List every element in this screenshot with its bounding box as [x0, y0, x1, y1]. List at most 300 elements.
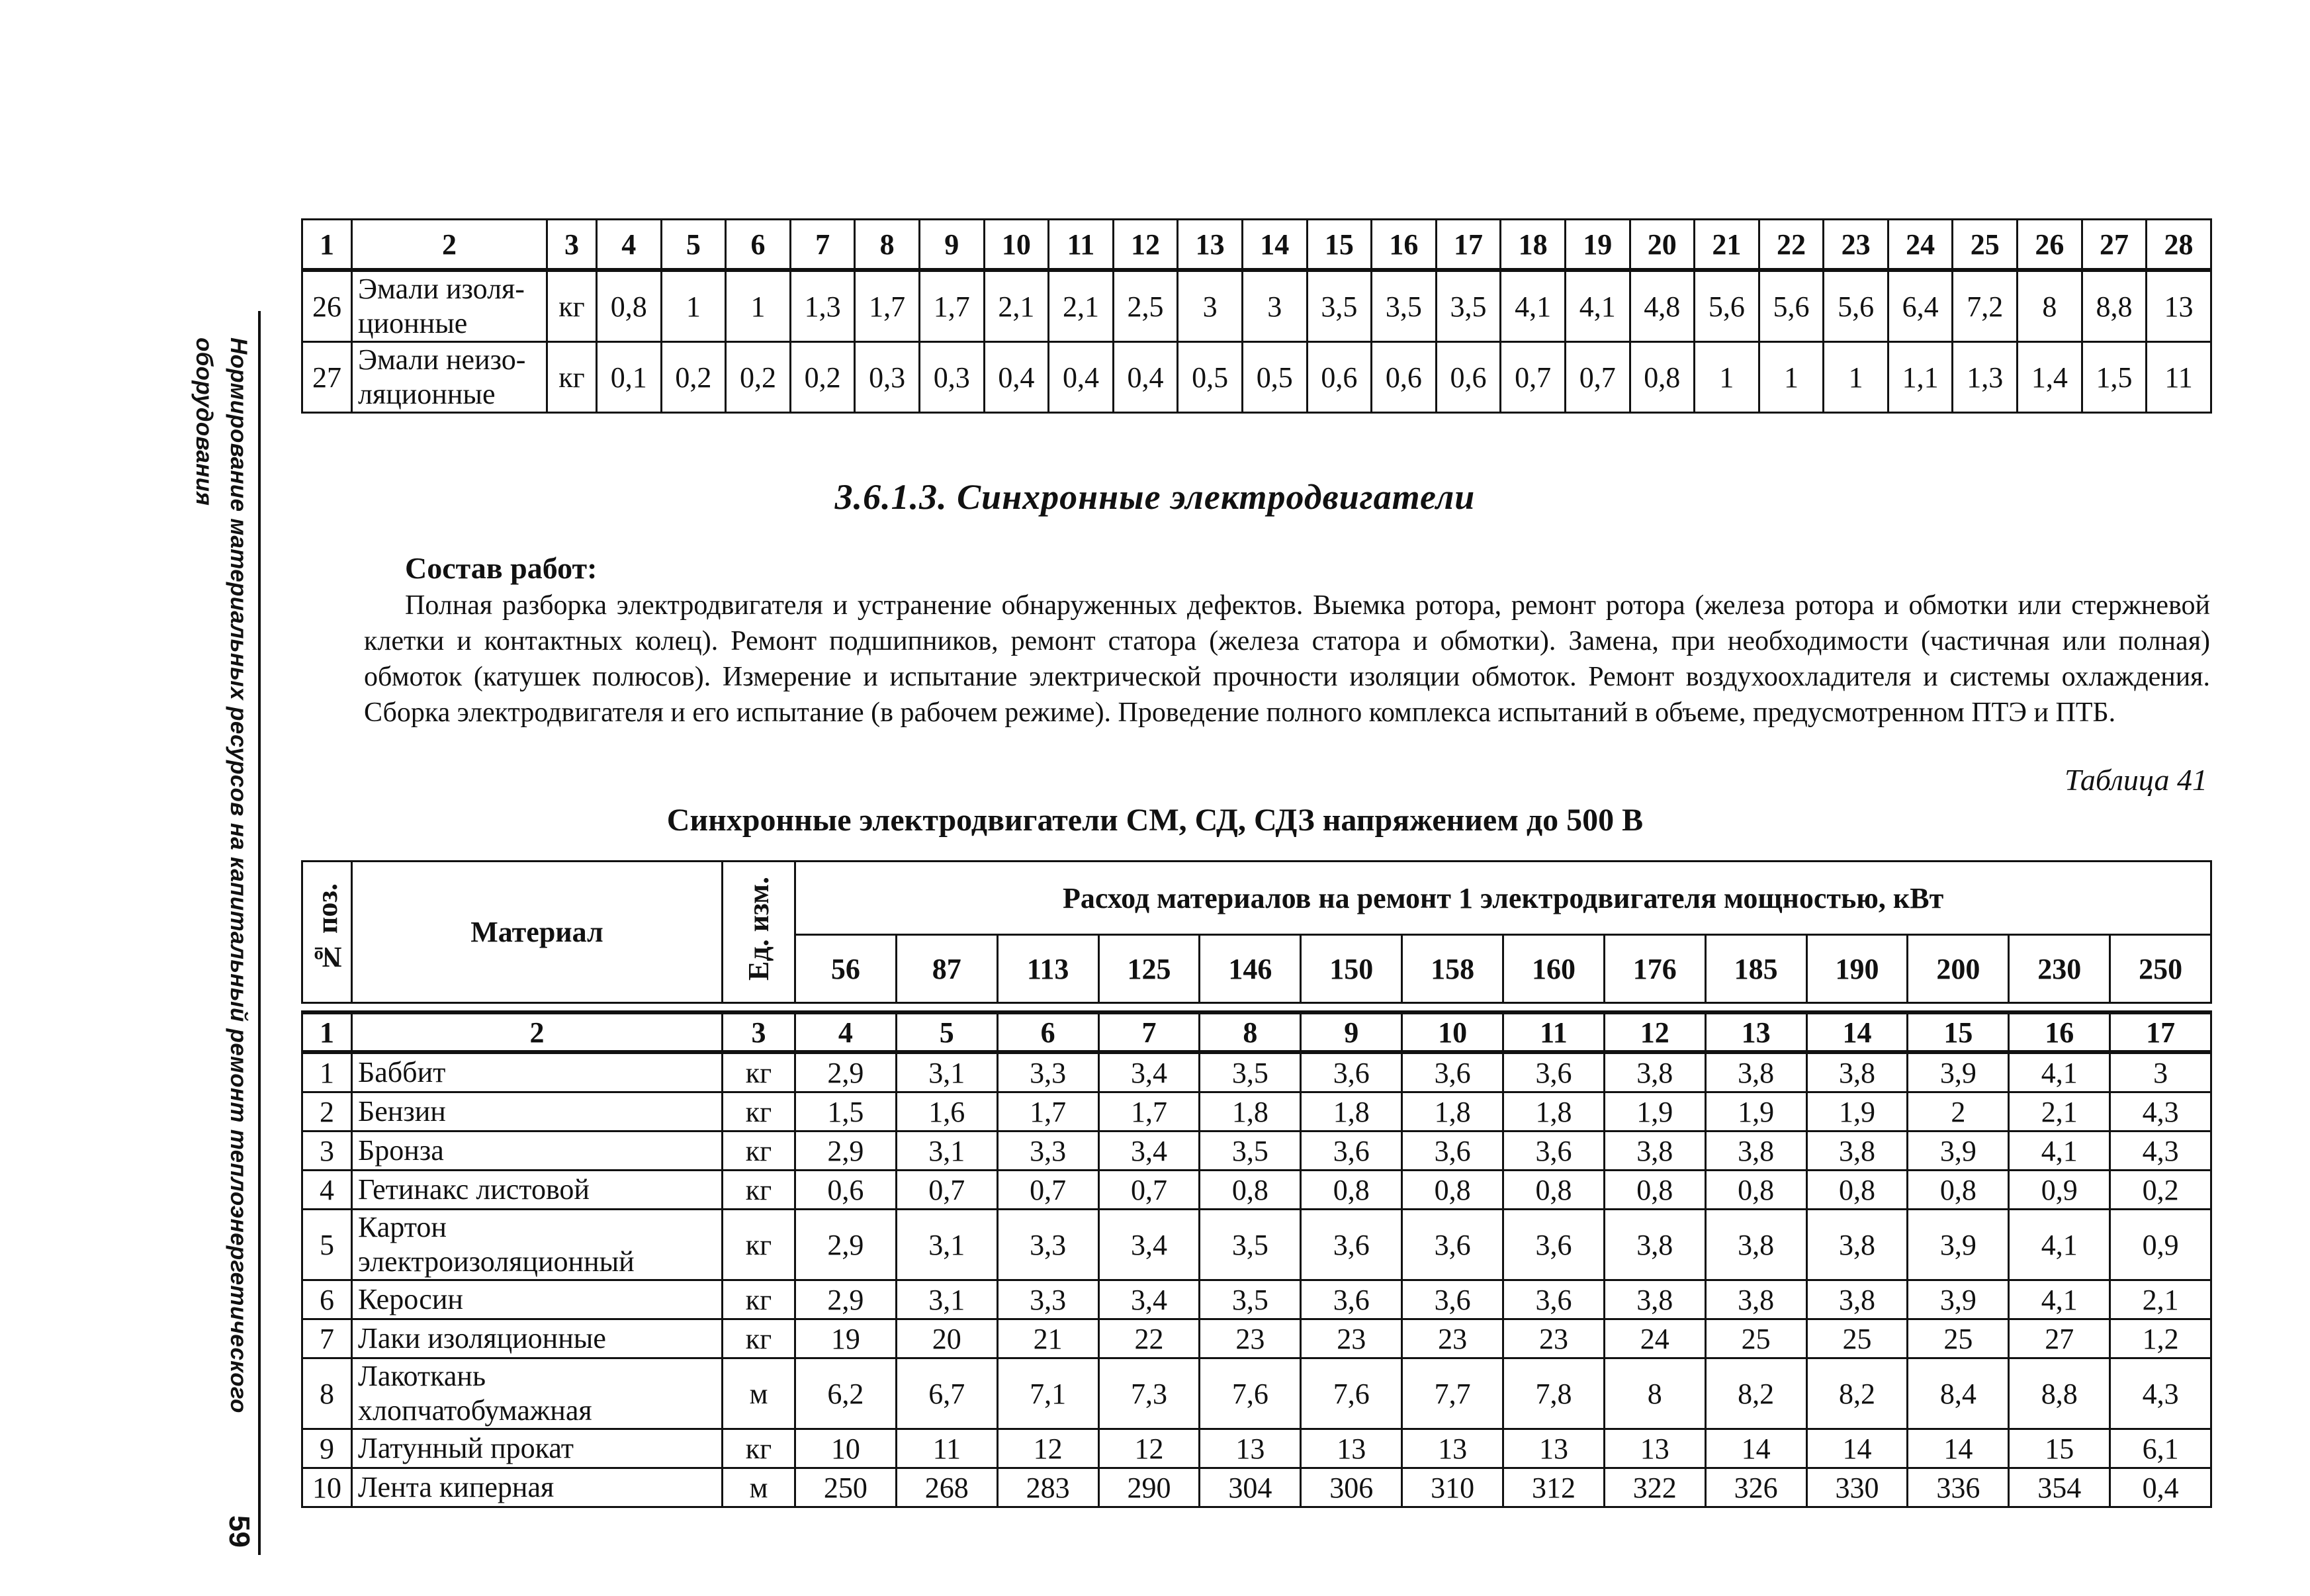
row-unit: кг [547, 270, 597, 342]
row-value: 1 [1824, 342, 1888, 413]
row-value: 6,4 [1888, 270, 1953, 342]
column-number: 25 [1953, 220, 2018, 271]
row-value: 21 [997, 1319, 1098, 1358]
col-pos-header: № поз. [302, 862, 352, 1003]
row-value: 354 [2009, 1468, 2110, 1507]
table-row [302, 1092, 2211, 1131]
column-number: 11 [1503, 1012, 1605, 1052]
row-value: 8,8 [2009, 1358, 2110, 1429]
row-value: 3,6 [1402, 1052, 1503, 1092]
row-value: 8 [1604, 1358, 1705, 1429]
header-row-1 [302, 862, 2211, 935]
column-number: 8 [1200, 1012, 1301, 1052]
row-value: 3,9 [1908, 1131, 2009, 1171]
row-value: 3,8 [1806, 1131, 1908, 1171]
row-pos: 9 [302, 1429, 352, 1468]
row-value: 2,5 [1113, 270, 1178, 342]
column-number: 4 [597, 220, 662, 271]
column-number-row [302, 1012, 2211, 1052]
row-value: 3,6 [1503, 1280, 1605, 1319]
row-value: 3,1 [896, 1210, 997, 1280]
row-value: 3 [2110, 1052, 2211, 1092]
table-row [302, 1131, 2211, 1171]
row-value: 23 [1200, 1319, 1301, 1358]
row-value: 3,4 [1098, 1210, 1200, 1280]
row-unit: м [723, 1468, 795, 1507]
row-value: 3,5 [1200, 1210, 1301, 1280]
row-value: 3,8 [1806, 1052, 1908, 1092]
row-value: 3,5 [1307, 270, 1372, 342]
row-value: 3,9 [1908, 1210, 2009, 1280]
row-value: 3,6 [1503, 1052, 1605, 1092]
row-unit: кг [723, 1171, 795, 1210]
row-value: 7,3 [1098, 1358, 1200, 1429]
row-value: 0,2 [790, 342, 855, 413]
row-value: 3,8 [1604, 1280, 1705, 1319]
row-value: 2,9 [795, 1280, 897, 1319]
column-number: 21 [1695, 220, 1759, 271]
power-header: 150 [1301, 935, 1402, 1003]
row-value: 3,6 [1402, 1210, 1503, 1280]
row-value: 3,8 [1806, 1280, 1908, 1319]
row-value: 2,9 [795, 1131, 897, 1171]
row-unit: кг [723, 1429, 795, 1468]
continuation-table [301, 218, 2212, 414]
row-value: 3,8 [1604, 1131, 1705, 1171]
row-material: Картон электроизоляционный [352, 1210, 723, 1280]
row-value: 4,1 [2009, 1131, 2110, 1171]
row-value: 23 [1503, 1319, 1605, 1358]
row-unit: кг [723, 1280, 795, 1319]
row-value: 3,8 [1705, 1052, 1806, 1092]
row-value: 0,8 [1301, 1171, 1402, 1210]
power-header: 185 [1705, 935, 1806, 1003]
row-value: 2,9 [795, 1052, 897, 1092]
row-material: Керосин [352, 1280, 723, 1319]
table-number: Таблица 41 [2064, 763, 2207, 797]
running-title: Нормирование материальных ресурсов на капитальный ремонт теплоэнергетического оборудования [191, 337, 251, 1413]
row-value: 4,1 [2009, 1280, 2110, 1319]
row-value: 6,2 [795, 1358, 897, 1429]
row-value: 0,9 [2110, 1210, 2211, 1280]
row-value: 11 [2147, 342, 2211, 413]
row-pos: 10 [302, 1468, 352, 1507]
row-value: 1 [1695, 342, 1759, 413]
row-value: 290 [1098, 1468, 1200, 1507]
row-value: 0,2 [726, 342, 791, 413]
row-value: 24 [1604, 1319, 1705, 1358]
row-value: 1,9 [1604, 1092, 1705, 1131]
header-gap [302, 1003, 2211, 1013]
table-row [302, 1052, 2211, 1092]
row-value: 0,5 [1242, 342, 1307, 413]
column-number: 12 [1604, 1012, 1705, 1052]
row-value: 3,4 [1098, 1131, 1200, 1171]
table-row [302, 1210, 2211, 1280]
row-value: 7,1 [997, 1358, 1098, 1429]
row-value: 268 [896, 1468, 997, 1507]
row-value: 0,2 [2110, 1171, 2211, 1210]
row-value: 1,9 [1806, 1092, 1908, 1131]
column-number: 7 [1098, 1012, 1200, 1052]
column-number: 16 [1372, 220, 1437, 271]
column-number: 7 [790, 220, 855, 271]
row-pos: 5 [302, 1210, 352, 1280]
row-value: 3,1 [896, 1280, 997, 1319]
row-value: 304 [1200, 1468, 1301, 1507]
power-header: 160 [1503, 935, 1605, 1003]
row-value: 7,6 [1200, 1358, 1301, 1429]
row-value: 0,9 [2009, 1171, 2110, 1210]
row-value: 3,3 [997, 1210, 1098, 1280]
table-row [302, 342, 2211, 413]
row-value: 0,4 [1049, 342, 1114, 413]
row-value: 1,8 [1200, 1092, 1301, 1131]
row-value: 3,3 [997, 1280, 1098, 1319]
row-value: 7,8 [1503, 1358, 1605, 1429]
row-value: 13 [1402, 1429, 1503, 1468]
row-value: 14 [1806, 1429, 1908, 1468]
row-value: 0,8 [1503, 1171, 1605, 1210]
row-value: 1 [661, 270, 726, 342]
row-value: 4,8 [1630, 270, 1695, 342]
row-value: 5,6 [1759, 270, 1824, 342]
col-material-header: Материал [352, 862, 723, 1003]
row-material: Лаки изоляционные [352, 1319, 723, 1358]
row-value: 8,2 [1806, 1358, 1908, 1429]
row-value: 1 [726, 270, 791, 342]
row-value: 0,8 [1630, 342, 1695, 413]
column-number: 1 [302, 220, 352, 271]
column-number: 17 [1436, 220, 1501, 271]
row-value: 2 [1908, 1092, 2009, 1131]
row-value: 3,9 [1908, 1280, 2009, 1319]
column-number: 5 [896, 1012, 997, 1052]
row-pos: 26 [302, 270, 352, 342]
row-material: Баббит [352, 1052, 723, 1092]
row-value: 4,3 [2110, 1358, 2211, 1429]
row-value: 310 [1402, 1468, 1503, 1507]
row-pos: 3 [302, 1131, 352, 1171]
row-material: Гетинакс листовой [352, 1171, 723, 1210]
row-value: 0,1 [597, 342, 662, 413]
row-value: 0,6 [1307, 342, 1372, 413]
column-number: 15 [1307, 220, 1372, 271]
row-value: 4,3 [2110, 1131, 2211, 1171]
row-value: 19 [795, 1319, 897, 1358]
row-value: 23 [1402, 1319, 1503, 1358]
power-header: 176 [1604, 935, 1705, 1003]
column-number: 16 [2009, 1012, 2110, 1052]
column-number: 28 [2147, 220, 2211, 271]
column-number: 2 [352, 220, 547, 271]
row-value: 1,7 [919, 270, 984, 342]
column-number: 1 [302, 1012, 352, 1052]
col-unit-header: Ед. изм. [723, 862, 795, 1003]
column-number: 23 [1824, 220, 1888, 271]
row-value: 0,6 [795, 1171, 897, 1210]
top-header-row [302, 220, 2211, 271]
row-unit: кг [723, 1052, 795, 1092]
row-value: 2,1 [2110, 1280, 2211, 1319]
column-number: 13 [1178, 220, 1243, 271]
row-value: 3,6 [1503, 1131, 1605, 1171]
row-value: 14 [1705, 1429, 1806, 1468]
row-material: Бронза [352, 1131, 723, 1171]
column-number: 14 [1806, 1012, 1908, 1052]
row-value: 3,8 [1705, 1131, 1806, 1171]
row-value: 3,3 [997, 1131, 1098, 1171]
row-value: 27 [2009, 1319, 2110, 1358]
row-value: 3 [1242, 270, 1307, 342]
work-composition-text: Полная разборка электродвигателя и устранение обнаруженных дефектов. Выемка ротора, ремонт ротора (железа ротора и обмотки или стержневой клетки и контактных колец). Ремонт подшипников, ремонт статора (железа статора и обмотки). Замена, при необходимости (частичная или полная) обмоток (катушек полюсов). Измерение и испытание электрической прочности изоляции обмоток. Ремонт воздухоохладителя и системы охлаждения. Сборка электродвигателя и его испытание (в рабочем режиме). Проведение полного комплекса испытаний в объеме, предусмотренном ПТЭ и ПТБ. [364, 590, 2210, 728]
column-number: 18 [1501, 220, 1566, 271]
row-value: 0,7 [1098, 1171, 1200, 1210]
row-value: 0,4 [1113, 342, 1178, 413]
row-value: 4,1 [2009, 1210, 2110, 1280]
row-value: 1,5 [2082, 342, 2147, 413]
row-value: 1,2 [2110, 1319, 2211, 1358]
row-value: 3,3 [997, 1052, 1098, 1092]
row-value: 4,1 [1565, 270, 1630, 342]
row-value: 5,6 [1824, 270, 1888, 342]
column-number: 9 [919, 220, 984, 271]
row-material: Бензин [352, 1092, 723, 1131]
row-value: 0,2 [661, 342, 726, 413]
column-number: 19 [1565, 220, 1630, 271]
column-number: 27 [2082, 220, 2147, 271]
column-number: 4 [795, 1012, 897, 1052]
row-value: 8,2 [1705, 1358, 1806, 1429]
table-row [302, 270, 2211, 342]
row-material: Латунный прокат [352, 1429, 723, 1468]
row-value: 0,8 [1705, 1171, 1806, 1210]
row-value: 0,3 [855, 342, 920, 413]
column-number: 5 [661, 220, 726, 271]
section-title: 3.6.1.3. Синхронные электродвигатели [834, 477, 1476, 517]
power-header: 113 [997, 935, 1098, 1003]
row-value: 3,8 [1806, 1210, 1908, 1280]
column-number: 6 [726, 220, 791, 271]
row-value: 0,8 [1604, 1171, 1705, 1210]
row-value: 0,8 [1908, 1171, 2009, 1210]
row-value: 283 [997, 1468, 1098, 1507]
row-value: 3,5 [1200, 1052, 1301, 1092]
row-value: 3,8 [1705, 1280, 1806, 1319]
row-value: 3,6 [1402, 1131, 1503, 1171]
power-header: 87 [896, 935, 997, 1003]
row-value: 326 [1705, 1468, 1806, 1507]
row-pos: 27 [302, 342, 352, 413]
row-value: 15 [2009, 1429, 2110, 1468]
row-value: 3,8 [1705, 1210, 1806, 1280]
row-value: 20 [896, 1319, 997, 1358]
work-composition-label: Состав работ: [405, 551, 598, 585]
power-header: 56 [795, 935, 897, 1003]
table-row [302, 1429, 2211, 1468]
row-value: 2,1 [984, 270, 1049, 342]
row-value: 1,5 [795, 1092, 897, 1131]
row-value: 2,9 [795, 1210, 897, 1280]
row-value: 3,6 [1503, 1210, 1605, 1280]
column-number: 13 [1705, 1012, 1806, 1052]
row-value: 23 [1301, 1319, 1402, 1358]
row-material: Эмали изоля-ционные [352, 270, 547, 342]
row-value: 8 [2018, 270, 2082, 342]
row-value: 6,7 [896, 1358, 997, 1429]
row-material: Эмали неизо-ляционные [352, 342, 547, 413]
row-value: 0,6 [1436, 342, 1501, 413]
table-row [302, 1171, 2211, 1210]
row-value: 7,6 [1301, 1358, 1402, 1429]
row-value: 0,7 [1501, 342, 1566, 413]
row-value: 2,1 [1049, 270, 1114, 342]
row-value: 8,4 [1908, 1358, 2009, 1429]
row-value: 4,1 [2009, 1052, 2110, 1092]
row-value: 0,8 [1806, 1171, 1908, 1210]
row-value: 25 [1705, 1319, 1806, 1358]
row-value: 322 [1604, 1468, 1705, 1507]
row-value: 13 [1200, 1429, 1301, 1468]
consumption-group-header: Расход материалов на ремонт 1 электродвигателя мощностью, кВт [795, 862, 2211, 935]
row-value: 3,8 [1604, 1052, 1705, 1092]
column-number: 12 [1113, 220, 1178, 271]
table-title: Синхронные электродвигатели СМ, СД, СДЗ напряжением до 500 В [666, 803, 1644, 838]
row-value: 3,8 [1604, 1210, 1705, 1280]
table-row [302, 1280, 2211, 1319]
row-value: 1,3 [790, 270, 855, 342]
row-value: 3,1 [896, 1052, 997, 1092]
row-value: 1,8 [1301, 1092, 1402, 1131]
row-value: 8,8 [2082, 270, 2147, 342]
row-value: 3,6 [1402, 1280, 1503, 1319]
column-number: 6 [997, 1012, 1098, 1052]
column-number: 11 [1049, 220, 1114, 271]
row-value: 336 [1908, 1468, 2009, 1507]
column-number: 22 [1759, 220, 1824, 271]
power-header: 200 [1908, 935, 2009, 1003]
row-value: 11 [896, 1429, 997, 1468]
column-number: 3 [547, 220, 597, 271]
materials-table [301, 860, 2212, 1508]
power-header: 230 [2009, 935, 2110, 1003]
row-value: 3,6 [1301, 1052, 1402, 1092]
column-number: 20 [1630, 220, 1695, 271]
row-value: 3,6 [1301, 1131, 1402, 1171]
column-number: 26 [2018, 220, 2082, 271]
row-value: 0,4 [984, 342, 1049, 413]
row-value: 0,8 [1402, 1171, 1503, 1210]
row-value: 10 [795, 1429, 897, 1468]
row-value: 3,5 [1200, 1280, 1301, 1319]
row-unit: кг [723, 1092, 795, 1131]
column-number: 9 [1301, 1012, 1402, 1052]
row-value: 3 [1178, 270, 1243, 342]
row-value: 12 [1098, 1429, 1200, 1468]
row-pos: 8 [302, 1358, 352, 1429]
row-value: 6,1 [2110, 1429, 2211, 1468]
row-pos: 2 [302, 1092, 352, 1131]
column-number: 2 [352, 1012, 723, 1052]
row-value: 0,4 [2110, 1468, 2211, 1507]
page-number: 59 [223, 1515, 255, 1548]
row-value: 2,1 [2009, 1092, 2110, 1131]
row-value: 7,2 [1953, 270, 2018, 342]
column-number: 10 [1402, 1012, 1503, 1052]
column-number: 15 [1908, 1012, 2009, 1052]
row-value: 312 [1503, 1468, 1605, 1507]
row-value: 3,1 [896, 1131, 997, 1171]
power-header: 250 [2110, 935, 2211, 1003]
row-value: 306 [1301, 1468, 1402, 1507]
row-value: 0,5 [1178, 342, 1243, 413]
row-value: 5,6 [1695, 270, 1759, 342]
row-value: 1,6 [896, 1092, 997, 1131]
row-value: 250 [795, 1468, 897, 1507]
row-value: 3,9 [1908, 1052, 2009, 1092]
row-value: 25 [1908, 1319, 2009, 1358]
row-value: 3,6 [1301, 1280, 1402, 1319]
table-row [302, 1358, 2211, 1429]
row-pos: 4 [302, 1171, 352, 1210]
power-header: 190 [1806, 935, 1908, 1003]
row-pos: 1 [302, 1052, 352, 1092]
column-number: 17 [2110, 1012, 2211, 1052]
row-value: 0,8 [597, 270, 662, 342]
row-material: Лакоткань хлопчатобумажная [352, 1358, 723, 1429]
row-value: 1,8 [1503, 1092, 1605, 1131]
row-unit: кг [723, 1210, 795, 1280]
row-value: 0,7 [997, 1171, 1098, 1210]
table-row [302, 1468, 2211, 1507]
row-value: 13 [1301, 1429, 1402, 1468]
power-header: 158 [1402, 935, 1503, 1003]
row-value: 0,7 [1565, 342, 1630, 413]
row-value: 7,7 [1402, 1358, 1503, 1429]
row-value: 13 [2147, 270, 2211, 342]
row-value: 13 [1503, 1429, 1605, 1468]
column-number: 10 [984, 220, 1049, 271]
row-value: 1,4 [2018, 342, 2082, 413]
row-unit: кг [723, 1131, 795, 1171]
row-value: 3,4 [1098, 1280, 1200, 1319]
row-value: 1 [1759, 342, 1824, 413]
row-value: 1,8 [1402, 1092, 1503, 1131]
row-unit: кг [547, 342, 597, 413]
row-value: 3,4 [1098, 1052, 1200, 1092]
row-value: 4,1 [1501, 270, 1566, 342]
row-value: 330 [1806, 1468, 1908, 1507]
row-value: 25 [1806, 1319, 1908, 1358]
row-unit: кг [723, 1319, 795, 1358]
row-value: 0,8 [1200, 1171, 1301, 1210]
row-value: 3,5 [1372, 270, 1437, 342]
row-value: 22 [1098, 1319, 1200, 1358]
row-value: 12 [997, 1429, 1098, 1468]
row-value: 3,6 [1301, 1210, 1402, 1280]
column-number: 14 [1242, 220, 1307, 271]
row-material: Лента киперная [352, 1468, 723, 1507]
row-value: 1,9 [1705, 1092, 1806, 1131]
row-pos: 7 [302, 1319, 352, 1358]
power-header: 146 [1200, 935, 1301, 1003]
column-number: 3 [723, 1012, 795, 1052]
column-number: 24 [1888, 220, 1953, 271]
row-value: 3,5 [1436, 270, 1501, 342]
row-value: 13 [1604, 1429, 1705, 1468]
row-value: 0,3 [919, 342, 984, 413]
row-value: 4,3 [2110, 1092, 2211, 1131]
